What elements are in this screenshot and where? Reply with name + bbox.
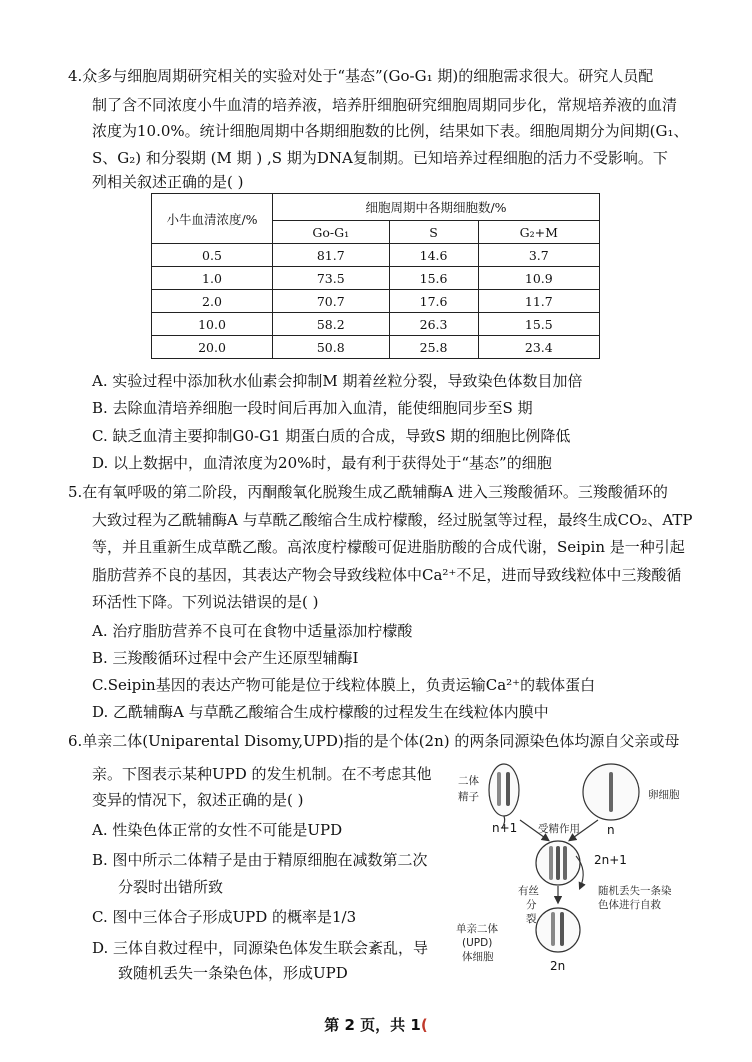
egg-ploidy: n (607, 823, 615, 837)
q5-line-4: 脂肪营养不良的基因，其表达产物会导致线粒体中Ca²⁺不足，进而导致线粒体中三羧酸循 (92, 566, 682, 584)
table-cell: 25.8 (389, 336, 478, 359)
table-cell: 10.9 (478, 267, 599, 290)
table-cell: 50.8 (273, 336, 390, 359)
q5-option-a: A. 治疗脂肪营养不良可在食物中适量添加柠檬酸 (92, 622, 413, 640)
mitosis-label-2: 分 (526, 899, 537, 911)
rescue-label-1: 随机丢失一条染 (598, 885, 672, 897)
q4-line-3: 浓度为10.0%。统计细胞周期中各期细胞数的比例，结果如下表。细胞周期分为间期(G₁、 (92, 122, 689, 140)
table-cell: 11.7 (478, 290, 599, 313)
q4-option-a: A. 实验过程中添加秋水仙素会抑制M 期着丝粒分裂，导致染色体数目加倍 (92, 372, 583, 390)
serum-data-table (151, 193, 600, 359)
table-row-header: 小牛血清浓度/% (152, 194, 273, 244)
q6-option-b: B. 图中所示二体精子是由于精原细胞在减数第二次 (92, 851, 428, 869)
q4-option-b: B. 去除血清培养细胞一段时间后再加入血清，能使细胞同步至S 期 (92, 399, 533, 417)
q6-line-3: 变异的情况下，叙述正确的是( ) (92, 791, 304, 809)
sperm-ploidy: n+1 (492, 821, 518, 835)
q5-option-d: D. 乙酰辅酶A 与草酰乙酸缩合生成柠檬酸的过程发生在线粒体内膜中 (92, 703, 549, 721)
zygote-ploidy: 2n+1 (594, 853, 627, 867)
table-col-header: G₂+M (478, 221, 599, 244)
mitosis-label-3: 裂 (526, 913, 537, 925)
q5-line-1: 5.在有氧呼吸的第二阶段，丙酮酸氧化脱羧生成乙酰辅酶A 进入三羧酸循环。三羧酸循环的 (68, 483, 668, 501)
table-cell: 73.5 (273, 267, 390, 290)
q6-option-b-cont: 分裂时出错所致 (118, 878, 224, 896)
table-cell: 0.5 (152, 244, 273, 267)
table-row (152, 336, 600, 359)
q4-option-c: C. 缺乏血清主要抑制G0-G1 期蛋白质的合成，导致S 期的细胞比例降低 (92, 427, 571, 445)
q4-line-1: 4.众多与细胞周期研究相关的实验对处于“基态”(Go-G₁ 期)的细胞需求很大。研究人员配 (68, 67, 654, 85)
upd-ploidy: 2n (550, 959, 566, 973)
footer-mark: ( (420, 1016, 428, 1034)
upd-mechanism-diagram (448, 760, 718, 985)
upd-label-1: 单亲二体 (456, 923, 498, 935)
table-cell: 2.0 (152, 290, 273, 313)
table-cell: 20.0 (152, 336, 273, 359)
table-cell: 3.7 (478, 244, 599, 267)
q5-line-2: 大致过程为乙酰辅酶A 与草酰乙酸缩合生成柠檬酸，经过脱氢等过程，最终生成CO₂、ATP (92, 511, 693, 529)
table-cell: 14.6 (389, 244, 478, 267)
table-group-header: 细胞周期中各期细胞数/% (273, 194, 600, 221)
egg-label: 卵细胞 (648, 789, 680, 801)
table-col-header: Go-G₁ (273, 221, 390, 244)
q4-line-2: 制了含不同浓度小牛血清的培养液，培养肝细胞研究细胞周期同步化，常规培养液的血清 (92, 96, 678, 114)
q6-option-d: D. 三体自救过程中，同源染色体发生联会紊乱，导 (92, 939, 429, 957)
q6-option-a: A. 性染色体正常的女性不可能是UPD (92, 821, 343, 839)
q5-line-3: 等，并且重新生成草酰乙酸。高浓度柠檬酸可促进脂肪酸的合成代谢，Seipin 是一种引起 (92, 538, 685, 556)
rescue-label-2: 色体进行自救 (598, 899, 661, 911)
upd-somatic-cell-icon (536, 908, 580, 952)
table-col-header: S (389, 221, 478, 244)
disomic-sperm-icon (489, 764, 519, 828)
table-cell: 23.4 (478, 336, 599, 359)
sperm-label-1: 二体 (458, 775, 479, 787)
table-cell: 81.7 (273, 244, 390, 267)
q6-option-d-cont: 致随机丢失一条染色体，形成UPD (118, 964, 348, 982)
q5-option-b: B. 三羧酸循环过程中会产生还原型辅酶I (92, 649, 359, 667)
table-row (152, 313, 600, 336)
q5-option-c: C.Seipin基因的表达产物可能是位于线粒体膜上，负责运输Ca²⁺的载体蛋白 (92, 676, 596, 694)
table-cell: 15.5 (478, 313, 599, 336)
table-cell: 10.0 (152, 313, 273, 336)
table-cell: 70.7 (273, 290, 390, 313)
table-row (152, 244, 600, 267)
page-footer (0, 1014, 752, 1035)
upd-label-3: 体细胞 (462, 951, 494, 963)
q4-option-d: D. 以上数据中，血清浓度为20%时，最有利于获得处于“基态”的细胞 (92, 454, 552, 472)
table-cell: 1.0 (152, 267, 273, 290)
q4-line-5: 列相关叙述正确的是( ) (92, 173, 244, 191)
table-cell: 26.3 (389, 313, 478, 336)
q6-line-1: 6.单亲二体(Uniparental Disomy,UPD)指的是个体(2n) 的两条同源染色体均源自父亲或母 (68, 732, 680, 750)
sperm-label-2: 精子 (458, 791, 479, 803)
table-cell: 17.6 (389, 290, 478, 313)
q6-line-2: 亲。下图表示某种UPD 的发生机制。在不考虑其他 (92, 765, 432, 783)
q6-option-c: C. 图中三体合子形成UPD 的概率是1/3 (92, 908, 357, 926)
mitosis-label-1: 有丝 (518, 885, 539, 897)
q4-line-4: S、G₂) 和分裂期 (M 期 ) ,S 期为DNA复制期。已知培养过程细胞的活力不受影响。下 (92, 149, 668, 167)
q5-line-5: 环活性下降。下列说法错误的是( ) (92, 593, 319, 611)
upd-label-2: (UPD) (462, 937, 493, 949)
page-number-text: 第 2 页，共 1 (324, 1016, 421, 1034)
fertilization-label: 受精作用 (538, 823, 580, 835)
table-row (152, 290, 600, 313)
egg-cell-icon (583, 764, 639, 820)
table-row (152, 267, 600, 290)
trisomic-zygote-icon (536, 841, 580, 885)
table-cell: 15.6 (389, 267, 478, 290)
table-cell: 58.2 (273, 313, 390, 336)
